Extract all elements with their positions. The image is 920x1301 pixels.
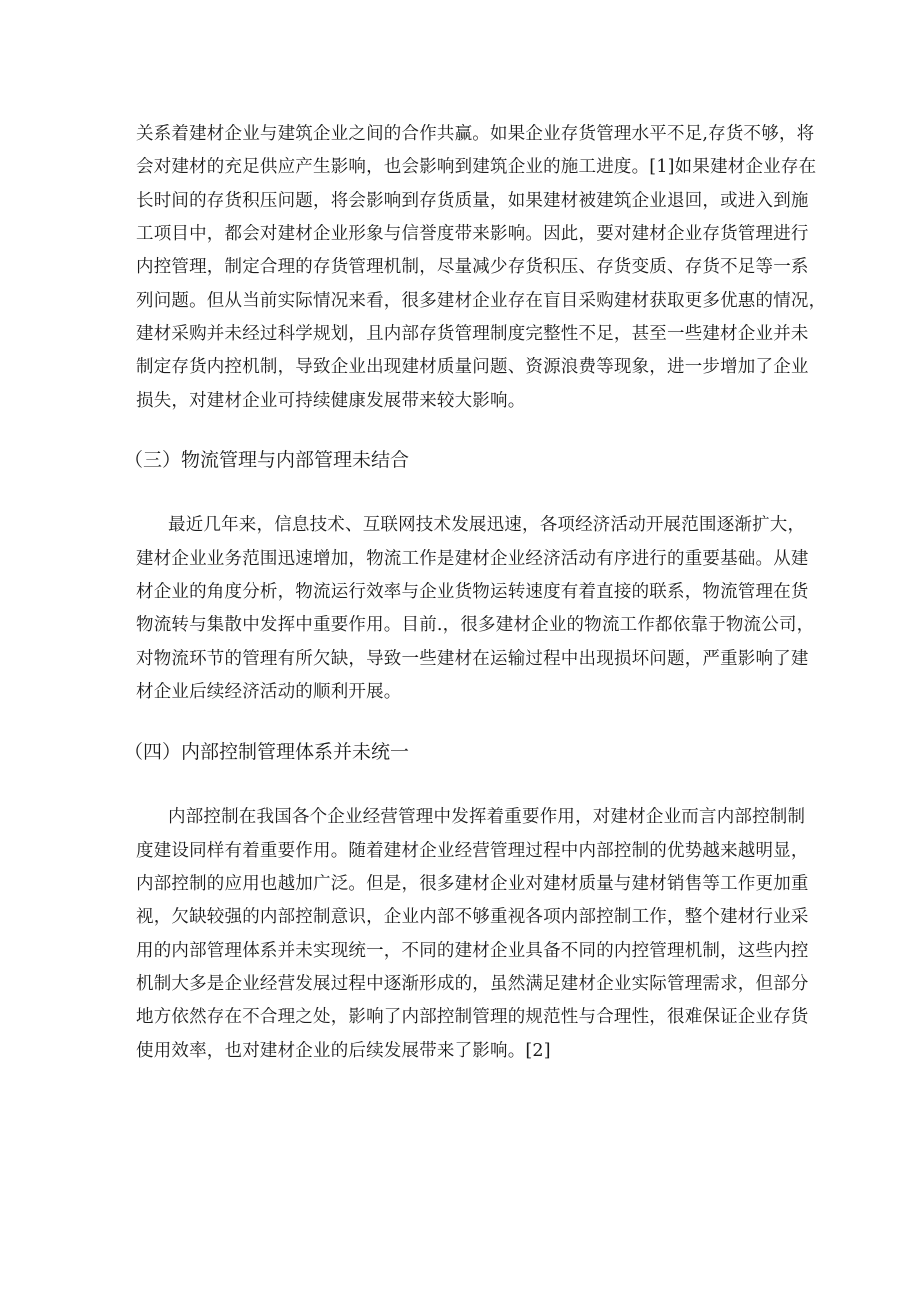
paragraph-line: 工项目中，都会对建材企业形象与信誉度带来影响。因此，要对建材企业存货管理进行 [136,224,809,244]
paragraph-line: 最近几年来，信息技术、互联网技术发展迅速，各项经济活动开展范围逐渐扩大， [168,515,806,535]
paragraph-line: 材企业的角度分析，物流运行效率与企业货物运转速度有着直接的联系，物流管理在货 [136,582,809,602]
section-heading-internal-control: （四）内部控制管理体系并未统一 [124,741,410,763]
paragraph-line: 会对建材的充足供应产生影响，也会影响到建筑企业的施工进度。[1]如果建材企业存在 [136,157,817,177]
paragraph-line: 用的内部管理体系并未实现统一，不同的建材企业具备不同的内控管理机制，这些内控 [136,941,809,961]
paragraph-line: 机制大多是企业经营发展过程中逐渐形成的，虽然满足建材企业实际管理需求，但部分 [136,974,809,994]
paragraph-line: 度建设同样有着重要作用。随着建材企业经营管理过程中内部控制的优势越来越明显， [136,841,809,861]
paragraph-line: 损失，对建材企业可持续健康发展带来较大影响。 [136,391,526,411]
paragraph-line: 建材企业业务范围迅速增加，物流工作是建材企业经济活动有序进行的重要基础。从建 [136,549,809,569]
paragraph-line: 长时间的存货积压问题，将会影响到存货质量，如果建材被建筑企业退回，或进入到施 [136,191,809,211]
paragraph-line: 制定存货内控机制，导致企业出现建材质量问题、资源浪费等现象，进一步增加了企业 [136,357,809,377]
paragraph-line: 材企业后续经济活动的顺利开展。 [136,682,402,702]
paragraph-line: 物流转与集散中发挥中重要作用。目前.，很多建材企业的物流工作都依靠于物流公司， [136,615,815,635]
paragraph-line: 对物流环节的管理有所欠缺，导致一些建材在运输过程中出现损坏问题，严重影响了建 [136,649,809,669]
paragraph-line: 关系着建材企业与建筑企业之间的合作共赢。如果企业存货管理水平不足,存货不够，将 [136,124,815,144]
section-heading-logistics: （三）物流管理与内部管理未结合 [124,449,410,471]
paragraph-line: 内部控制在我国各个企业经营管理中发挥着重要作用，对建材企业而言内部控制制 [168,807,806,827]
paragraph-line: 内部控制的应用也越加广泛。但是，很多建材企业对建材质量与建材销售等工作更加重 [136,874,809,894]
paragraph-line: 建材采购并未经过科学规划，且内部存货管理制度完整性不足，甚至一些建材企业并未 [136,324,809,344]
paragraph-line: 列问题。但从当前实际情况来看，很多建材企业存在盲目采购建材获取更多优惠的情况， [136,291,827,311]
paragraph-line: 使用效率，也对建材企业的后续发展带来了影响。[2] [136,1041,551,1061]
paragraph-line: 视，欠缺较强的内部控制意识，企业内部不够重视各项内部控制工作，整个建材行业采 [136,907,809,927]
paragraph-line: 内控管理，制定合理的存货管理机制，尽量减少存货积压、存货变质、存货不足等一系 [136,257,809,277]
paragraph-line: 地方依然存在不合理之处，影响了内部控制管理的规范性与合理性，很难保证企业存货 [136,1007,809,1027]
